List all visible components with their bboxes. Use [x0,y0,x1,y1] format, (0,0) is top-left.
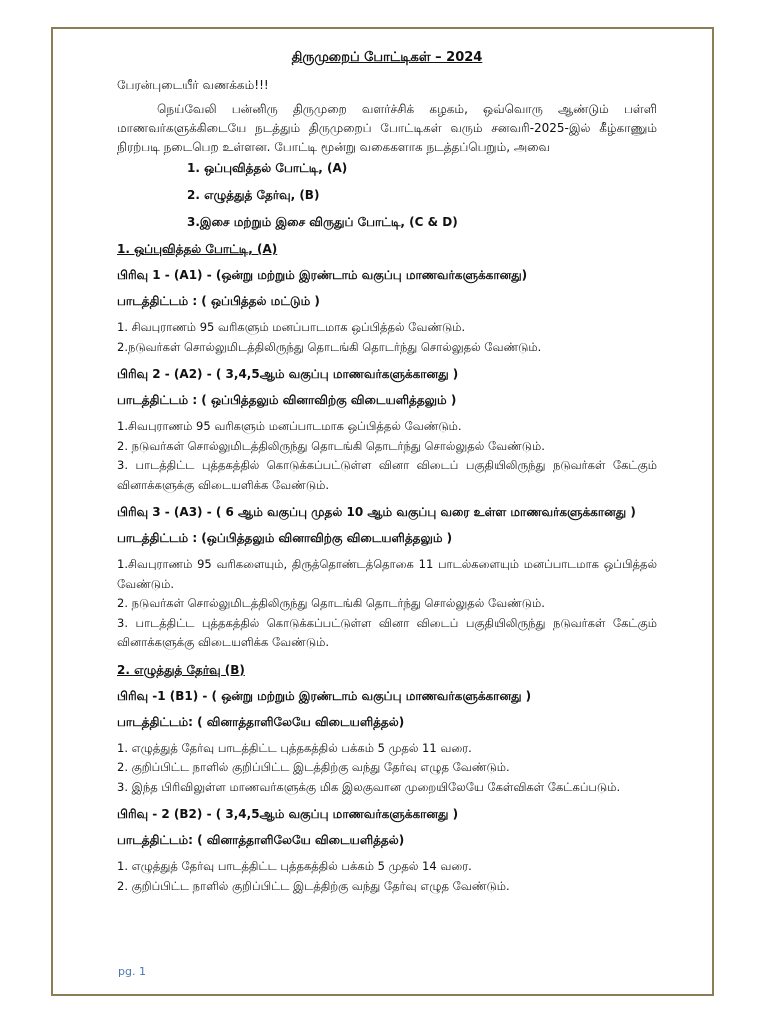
rule-item: 1. எழுத்துத் தேர்வு பாடத்திட்ட புத்தகத்தில் பக்கம் 5 முதல் 11 வரை. [117,740,472,755]
category-item: 2. எழுத்துத் தேர்வு, (B) [187,188,320,202]
rule-list [117,739,657,798]
division-title: பிரிவு 1 - (A1) - (ஒன்று மற்றும் இரண்டாம் வகுப்பு மாணவர்களுக்கானது) [117,268,528,282]
rule-item: 2. குறிப்பிட்ட நாளில் குறிப்பிட்ட இடத்திற்கு வந்து தேர்வு எழுத வேண்டும். [117,760,510,774]
rule-item: 2.நடுவர்கள் சொல்லுமிடத்திலிருந்து தொடங்கி தொடர்ந்து சொல்லுதல் வேண்டும். [117,339,542,354]
rule-item: 3. பாடத்திட்ட புத்தகத்தில் கொடுக்கப்பட்டுள்ள வினா விடைப் பகுதியிலிருந்து நடுவர்கள் கேட்கும் வினாக்களுக்கு விடையளிக்க வேண்டும். [117,458,657,492]
rule-item: 1.சிவபுராணம் 95 வரிகளும் மனப்பாடமாக ஒப்பித்தல் வேண்டும். [117,419,462,433]
category-item: 3.இசை மற்றும் இசை விருதுப் போட்டி, (C & D) [187,215,458,229]
rule-item: 1. சிவபுராணம் 95 வரிகளும் மனப்பாடமாக ஒப்பித்தல் வேண்டும். [117,320,466,334]
greeting: பேரன்புடையீர் வணக்கம்!!! [117,78,269,92]
category-list [187,161,657,231]
section-heading: 1. ஒப்புவித்தல் போட்டி, (A) [117,242,278,256]
rule-list [117,318,657,357]
document-title: திருமுறைப் போட்டிகள் – 2024 [291,50,483,65]
rule-item: 2. நடுவர்கள் சொல்லுமிடத்திலிருந்து தொடங்கி தொடர்ந்து சொல்லுதல் வேண்டும். [117,596,545,610]
syllabus-label: பாடத்திட்டம்: ( வினாத்தாளிலேயே விடையளித்தல்) [117,714,405,729]
rule-item: 3. பாடத்திட்ட புத்தகத்தில் கொடுக்கப்பட்டுள்ள வினா விடைப் பகுதியிலிருந்து நடுவர்கள் கேட்கும் வினாக்களுக்கு விடையளிக்க வேண்டும். [117,615,657,649]
rule-item: 2. குறிப்பிட்ட நாளில் குறிப்பிட்ட இடத்திற்கு வந்து தேர்வு எழுத வேண்டும். [117,878,510,893]
document-body [117,50,657,906]
rule-list [117,417,657,495]
syllabus-label: பாடத்திட்டம் : ( ஒப்பித்தல் மட்டும் ) [117,294,320,308]
syllabus-label: பாடத்திட்டம்: ( வினாத்தாளிலேயே விடையளித்தல்) [117,833,405,847]
rule-list [117,857,657,896]
division-title: பிரிவு 3 - (A3) - ( 6 ஆம் வகுப்பு முதல் 10 ஆம் வகுப்பு வரை உள்ள மாணவர்களுக்கானது ) [117,505,636,519]
rule-item: 1.சிவபுராணம் 95 வரிகளையும், திருத்தொண்டத்தொகை 11 பாடல்களையும் மனப்பாடமாக ஒப்பித்தல் வேண்டும். [117,557,657,591]
page-number: pg. 1 [118,965,146,978]
rule-list [117,555,657,653]
division-title: பிரிவு 2 - (A2) - ( 3,4,5ஆம் வகுப்பு மாணவர்களுக்கானது ) [117,367,459,381]
syllabus-label: பாடத்திட்டம் : (ஒப்பித்தலும் வினாவிற்கு விடையளித்தலும் ) [117,531,453,545]
division-title: பிரிவு -1 (B1) - ( ஒன்று மற்றும் இரண்டாம் வகுப்பு மாணவர்களுக்கானது ) [117,688,532,703]
syllabus-label: பாடத்திட்டம் : ( ஒப்பித்தலும் வினாவிற்கு விடையளித்தலும் ) [117,393,457,407]
intro-paragraph: நெய்வேலி பன்னிரு திருமுறை வளர்ச்சிக் கழகம், ஒவ்வொரு ஆண்டும் பள்ளி மாணவர்களுக்கிடையே நடத்தும் திருமுறைப் போட்டிகள் வரும் சனவரி-2025-இல் கீழ்காணும் நிரற்படி நடைபெற உள்ளன. போட்டி மூன்று வகைகளாக நடத்தப்பெறும், அவை [117,102,657,154]
section-heading: 2. எழுத்துத் தேர்வு (B) [117,662,245,677]
rule-item: 2. நடுவர்கள் சொல்லுமிடத்திலிருந்து தொடங்கி தொடர்ந்து சொல்லுதல் வேண்டும். [117,438,545,453]
division-title: பிரிவு - 2 (B2) - ( 3,4,5ஆம் வகுப்பு மாணவர்களுக்கானது ) [117,807,459,821]
rule-item: 3. இந்த பிரிவிலுள்ள மாணவர்களுக்கு மிக இலகுவான முறையிலேயே கேள்விகள் கேட்கப்படும். [117,779,621,794]
category-item: 1. ஒப்புவித்தல் போட்டி, (A) [187,161,348,175]
rule-item: 1. எழுத்துத் தேர்வு பாடத்திட்ட புத்தகத்தில் பக்கம் 5 முதல் 14 வரை. [117,859,472,873]
